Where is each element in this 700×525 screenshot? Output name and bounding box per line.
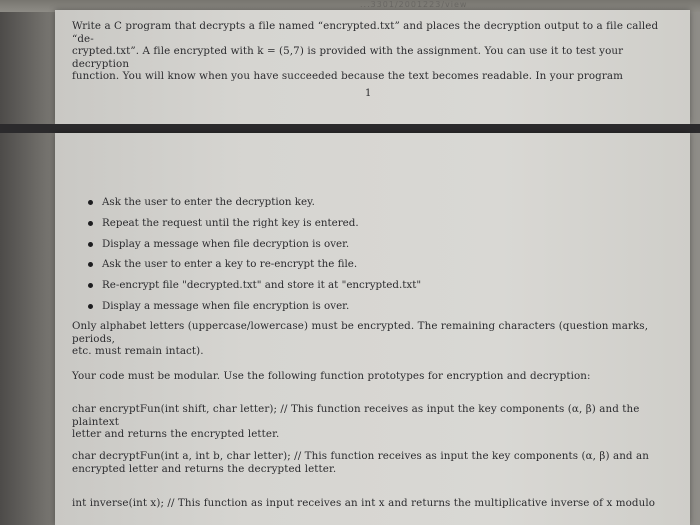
intro-line-1: Write a C program that decrypts a file named “encrypted.txt” and places the decryption output to a file called “de- (72, 20, 659, 45)
left-shadow (0, 0, 55, 525)
list-item: Ask the user to enter a key to re-encrypt the file. (85, 254, 421, 275)
intro-line-2: crypted.txt”. A file encrypted with k = (5,7) is provided with the assignment. You can use it to test your decryption (72, 45, 624, 70)
list-item: Display a message when file encryption is over. (85, 296, 421, 317)
requirements-list (85, 192, 421, 317)
alphabet-note: Only alphabet letters (uppercase/lowercase) must be encrypted. The remaining characters (question marks, periods, etc. must remain intact). (72, 320, 649, 357)
list-item: Display a message when file decryption is over. (85, 234, 421, 255)
list-item: Repeat the request until the right key is entered. (85, 213, 421, 234)
bullet-icon (88, 200, 93, 205)
page-number: 1 (365, 88, 372, 99)
bullet-icon (88, 242, 93, 247)
page-divider (0, 124, 700, 133)
bullet-icon (88, 262, 93, 267)
intro-paragraph (72, 20, 682, 83)
bullet-icon (88, 283, 93, 288)
list-item: Re-encrypt file "decrypted.txt" and store it at "encrypted.txt" (85, 275, 421, 296)
url-fragment: ...3301/2001223/view (360, 0, 468, 9)
bullet-icon (88, 304, 93, 309)
modular-note: Your code must be modular. Use the following function prototypes for encryption and decryption: (72, 370, 591, 382)
inverse-prototype: int inverse(int x); // This function as input receives an int x and returns the multiplicative inverse of x modulo (72, 497, 656, 509)
intro-line-3: function. You will know when you have succeeded because the text becomes readable. In your program (72, 70, 623, 82)
encrypt-prototype: char encryptFun(int shift, char letter); // This function receives as input the key components (α, β) and the plaintext letter and returns the encrypted letter. (72, 403, 640, 440)
bullet-icon (88, 221, 93, 226)
decrypt-prototype: char decryptFun(int a, int b, char letter); // This function receives as input the key components (α, β) and an encrypted letter and returns the decrypted letter. (72, 450, 649, 475)
list-item: Ask the user to enter the decryption key. (85, 192, 421, 213)
